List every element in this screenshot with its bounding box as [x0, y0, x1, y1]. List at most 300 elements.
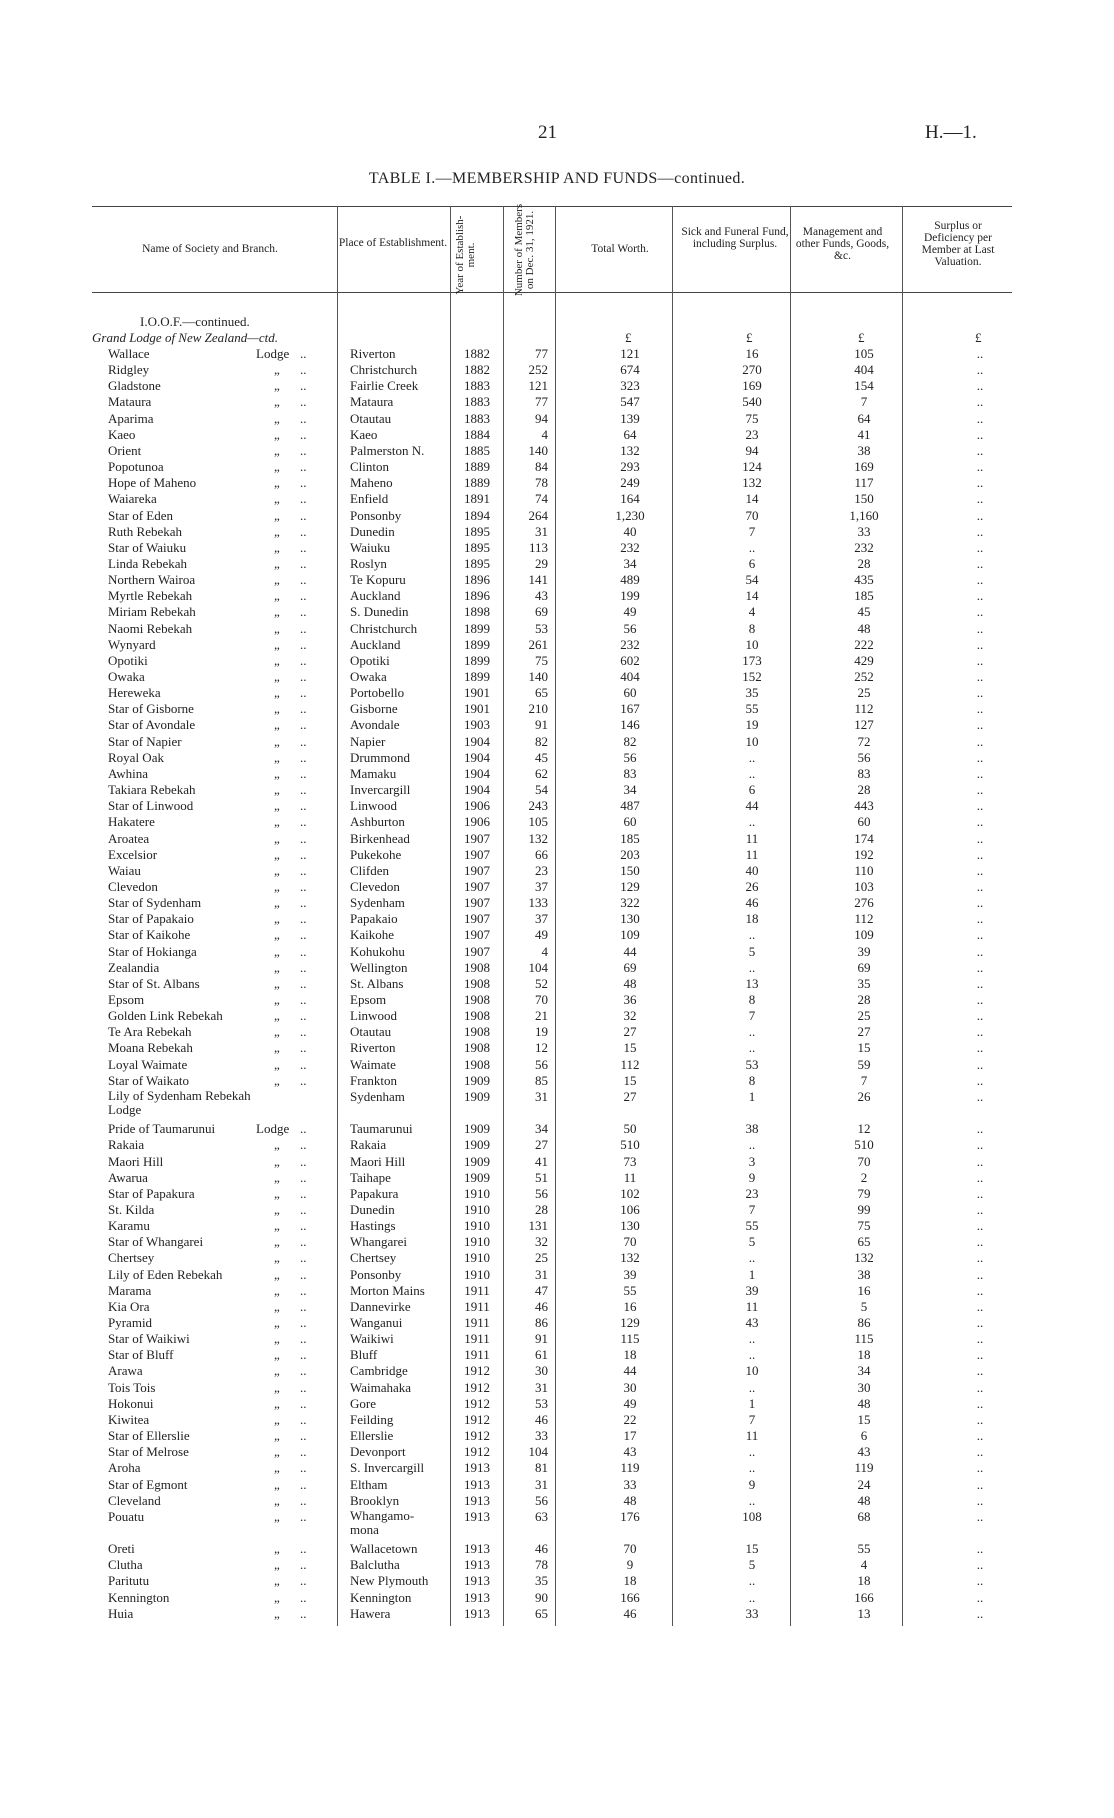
total-worth: 166 — [620, 1589, 640, 1605]
table-row — [0, 1073, 1114, 1089]
table-row — [0, 588, 1114, 604]
management-funds: 276 — [854, 895, 874, 911]
total-worth: 27 — [623, 1024, 637, 1040]
management-funds: 252 — [854, 669, 874, 684]
member-count: 53 — [535, 620, 548, 636]
ditto-mark: „ — [274, 862, 280, 878]
total-worth: 129 — [620, 1315, 640, 1330]
surplus-per-member: .. — [976, 555, 984, 571]
establishment-place: Waimate — [350, 1056, 396, 1072]
management-funds: 75 — [857, 1218, 871, 1234]
surplus-per-member: .. — [976, 1056, 984, 1072]
header-mgmt: Management and other Funds, Goods, &c. — [795, 226, 890, 262]
surplus-per-member: .. — [976, 1315, 984, 1330]
leader-dots: .. — [300, 475, 307, 491]
ditto-mark: „ — [274, 669, 280, 684]
total-worth: 164 — [620, 491, 640, 507]
header-year: Year of Establish-ment. — [454, 215, 477, 295]
leader-dots: .. — [300, 927, 307, 943]
management-funds: 2 — [860, 1169, 868, 1185]
surplus-per-member: .. — [976, 927, 984, 943]
ditto-mark: „ — [274, 701, 280, 717]
management-funds: 25 — [857, 685, 871, 701]
member-count: 104 — [528, 1444, 548, 1460]
establishment-place: Whangamo-mona — [350, 1507, 415, 1537]
table-row — [0, 491, 1114, 507]
member-count: 53 — [535, 1395, 548, 1411]
branch-name: Naomi Rebekah — [108, 620, 193, 636]
total-worth: 22 — [623, 1411, 637, 1427]
member-count: 32 — [535, 1234, 548, 1250]
table-row — [0, 814, 1114, 830]
total-worth: 49 — [623, 604, 637, 620]
year-established: 1907 — [464, 943, 490, 959]
management-funds: 174 — [854, 830, 874, 846]
establishment-place: Portobello — [350, 685, 405, 701]
management-funds: 510 — [854, 1137, 874, 1153]
table-row — [0, 1087, 1114, 1117]
sick-funeral-fund: .. — [748, 814, 756, 830]
table-row — [0, 1234, 1114, 1250]
sick-funeral-fund: .. — [748, 1347, 756, 1363]
year-established: 1912 — [464, 1379, 490, 1395]
establishment-place: Pukekohe — [350, 846, 402, 862]
table-row — [0, 1428, 1114, 1444]
surplus-per-member: .. — [976, 652, 984, 668]
branch-name: Zealandia — [108, 959, 160, 975]
table-row — [0, 927, 1114, 943]
establishment-place: Papakaio — [350, 911, 398, 927]
branch-name: Te Ara Rebekah — [108, 1024, 192, 1040]
surplus-per-member: .. — [976, 604, 984, 620]
establishment-place: Ashburton — [350, 814, 405, 830]
surplus-per-member: .. — [976, 717, 984, 733]
sick-funeral-fund: 7 — [748, 523, 756, 539]
total-worth: 44 — [623, 1363, 637, 1379]
establishment-place: Dunedin — [350, 1201, 395, 1217]
management-funds: 429 — [854, 652, 874, 668]
table-row — [0, 524, 1114, 540]
table-row — [0, 1541, 1114, 1557]
total-worth: 176 — [620, 1508, 640, 1524]
member-count: 34 — [535, 1121, 548, 1137]
sick-funeral-fund: .. — [748, 1460, 756, 1476]
table-row — [0, 685, 1114, 701]
table-row — [0, 443, 1114, 459]
table-title: TABLE I.—MEMBERSHIP AND FUNDS—continued. — [368, 170, 746, 187]
total-worth: 150 — [620, 862, 640, 878]
management-funds: 127 — [854, 717, 874, 733]
branch-name: Moana Rebekah — [108, 1040, 193, 1056]
member-count: 140 — [528, 669, 548, 684]
management-funds: 13 — [857, 1605, 871, 1621]
leader-dots: .. — [300, 1379, 307, 1395]
surplus-per-member: .. — [976, 362, 984, 378]
year-established: 1908 — [464, 1056, 490, 1072]
ditto-mark: „ — [274, 830, 280, 846]
management-funds: 33 — [857, 523, 871, 539]
management-funds: 64 — [857, 410, 871, 426]
lodge-label: Lodge — [256, 346, 290, 361]
year-established: 1895 — [464, 523, 490, 539]
surplus-per-member: .. — [976, 830, 984, 846]
ditto-mark: „ — [274, 959, 280, 975]
member-count: 82 — [535, 733, 548, 749]
surplus-per-member: .. — [976, 346, 984, 361]
surplus-per-member: .. — [976, 1024, 984, 1040]
management-funds: 72 — [857, 733, 871, 749]
table-row — [0, 831, 1114, 847]
establishment-place: Linwood — [350, 1008, 397, 1024]
table-row — [0, 1154, 1114, 1170]
table-row — [0, 621, 1114, 637]
surplus-per-member: .. — [976, 1460, 984, 1476]
surplus-per-member: .. — [976, 878, 984, 894]
header-top-rule — [92, 206, 1012, 207]
sick-funeral-fund: 40 — [745, 862, 759, 878]
year-established: 1895 — [464, 539, 490, 555]
table-row — [0, 508, 1114, 524]
leader-dots: .. — [300, 992, 307, 1007]
management-funds: 4 — [860, 1557, 868, 1573]
branch-name: Opotiki — [108, 652, 148, 668]
total-worth: 674 — [620, 362, 640, 378]
surplus-per-member: .. — [976, 426, 984, 442]
total-worth: 322 — [620, 895, 640, 911]
total-worth: 11 — [623, 1169, 637, 1185]
establishment-place: Sydenham — [350, 895, 405, 911]
year-established: 1904 — [464, 733, 490, 749]
table-row — [0, 863, 1114, 879]
total-worth: 83 — [623, 765, 637, 781]
table-row — [0, 750, 1114, 766]
establishment-place: Napier — [350, 733, 386, 749]
table-row — [0, 960, 1114, 976]
ditto-mark: „ — [274, 555, 280, 571]
management-funds: 18 — [857, 1573, 871, 1589]
branch-name: Star of Waikato — [108, 1072, 190, 1088]
establishment-place: Epsom — [350, 992, 387, 1007]
sick-funeral-fund: .. — [748, 1040, 756, 1056]
branch-name: Loyal Waimate — [108, 1056, 188, 1072]
ditto-mark: „ — [274, 362, 280, 378]
total-worth: 55 — [623, 1282, 637, 1298]
total-worth: 510 — [620, 1137, 640, 1153]
ditto-mark: „ — [274, 1137, 280, 1153]
total-worth: 129 — [620, 878, 640, 894]
year-established: 1908 — [464, 959, 490, 975]
total-worth: 199 — [620, 588, 640, 604]
leader-dots: .. — [300, 1250, 307, 1266]
total-worth: 139 — [620, 410, 640, 426]
management-funds: 1,160 — [849, 507, 879, 523]
establishment-place: Brooklyn — [350, 1492, 400, 1508]
ditto-mark: „ — [274, 911, 280, 927]
branch-name: Kaeo — [108, 426, 136, 442]
year-established: 1907 — [464, 878, 490, 894]
branch-name: Miriam Rebekah — [108, 604, 196, 620]
ditto-mark: „ — [274, 765, 280, 781]
management-funds: 48 — [857, 1395, 871, 1411]
surplus-per-member: .. — [976, 410, 984, 426]
surplus-per-member: .. — [976, 1218, 984, 1234]
branch-name: Aparima — [108, 410, 154, 426]
branch-name: Awhina — [108, 765, 148, 781]
member-count: 131 — [528, 1218, 548, 1234]
management-funds: 6 — [860, 1428, 868, 1444]
branch-name: Ruth Rebekah — [108, 523, 183, 539]
year-established: 1894 — [464, 507, 490, 523]
ditto-mark: „ — [274, 459, 280, 475]
surplus-per-member: .. — [976, 1605, 984, 1621]
member-count: 46 — [535, 1411, 548, 1427]
ditto-mark: „ — [274, 1298, 280, 1314]
member-count: 78 — [535, 1557, 548, 1573]
branch-name: Awarua — [108, 1169, 148, 1185]
ditto-mark: „ — [274, 1428, 280, 1444]
table-row — [0, 798, 1114, 814]
year-established: 1913 — [464, 1460, 490, 1476]
year-established: 1910 — [464, 1201, 490, 1217]
total-worth: 489 — [620, 572, 640, 588]
establishment-place: S. Invercargill — [350, 1460, 425, 1476]
establishment-place: Otautau — [350, 1024, 392, 1040]
year-established: 1909 — [464, 1121, 490, 1137]
surplus-per-member: .. — [976, 1137, 984, 1153]
branch-name: Rakaia — [108, 1137, 145, 1153]
total-worth: 30 — [623, 1379, 637, 1395]
branch-name: Takiara Rebekah — [108, 782, 196, 798]
ditto-mark: „ — [274, 475, 280, 491]
branch-name: Mataura — [108, 394, 152, 410]
year-established: 1901 — [464, 685, 490, 701]
establishment-place: Kaeo — [350, 426, 378, 442]
sick-funeral-fund: 70 — [745, 507, 759, 523]
leader-dots: .. — [300, 1347, 307, 1363]
total-worth: 146 — [620, 717, 640, 733]
total-worth: 130 — [620, 1218, 640, 1234]
table-row — [0, 782, 1114, 798]
member-count: 49 — [535, 927, 548, 943]
branch-name: Pyramid — [108, 1315, 153, 1330]
member-count: 31 — [535, 1476, 548, 1492]
ditto-mark: „ — [274, 442, 280, 458]
total-worth: 18 — [623, 1347, 637, 1363]
member-count: 84 — [535, 459, 548, 475]
leader-dots: .. — [300, 1331, 307, 1347]
total-worth: 404 — [620, 669, 640, 684]
total-worth: 60 — [623, 685, 637, 701]
member-count: 74 — [535, 491, 548, 507]
total-worth: 60 — [623, 814, 637, 830]
establishment-place: Hastings — [350, 1218, 396, 1234]
sick-funeral-fund: 6 — [748, 555, 756, 571]
management-funds: 16 — [857, 1282, 871, 1298]
branch-name: Star of Waikiwi — [108, 1331, 190, 1347]
establishment-place: Riverton — [350, 1040, 396, 1056]
management-funds: 5 — [860, 1298, 868, 1314]
table-row — [0, 669, 1114, 685]
management-funds: 69 — [857, 959, 871, 975]
leader-dots: .. — [300, 1298, 307, 1314]
establishment-place: St. Albans — [350, 975, 404, 991]
member-count: 66 — [535, 846, 548, 862]
year-established: 1913 — [464, 1589, 490, 1605]
total-worth: 232 — [620, 636, 640, 652]
table-row — [0, 346, 1114, 362]
table-row — [0, 1121, 1114, 1137]
table-row — [0, 1250, 1114, 1266]
branch-name: Waiareka — [108, 491, 157, 507]
member-count: 29 — [535, 555, 548, 571]
leader-dots: .. — [300, 426, 307, 442]
sick-funeral-fund: .. — [748, 1444, 756, 1460]
branch-name: Star of Melrose — [108, 1444, 189, 1460]
leader-dots: .. — [300, 636, 307, 652]
sick-funeral-fund: 44 — [745, 798, 759, 814]
sick-funeral-fund: 270 — [742, 362, 762, 378]
member-count: 43 — [535, 588, 548, 604]
table-row — [0, 734, 1114, 750]
sick-funeral-fund: 54 — [745, 572, 759, 588]
total-worth: 49 — [623, 1395, 637, 1411]
member-count: 31 — [535, 1379, 548, 1395]
total-worth: 15 — [623, 1072, 637, 1088]
leader-dots: .. — [300, 1476, 307, 1492]
establishment-place: Cambridge — [350, 1363, 408, 1379]
establishment-place: Bluff — [350, 1347, 378, 1363]
header-surplus: Surplus or Deficiency per Member at Last Valuation. — [921, 220, 995, 268]
year-established: 1908 — [464, 992, 490, 1007]
management-funds: 45 — [857, 604, 871, 620]
ditto-mark: „ — [274, 798, 280, 814]
branch-name: Clutha — [108, 1557, 143, 1573]
establishment-place: Auckland — [350, 636, 401, 652]
establishment-place: Ponsonby — [350, 1266, 402, 1282]
year-established: 1907 — [464, 927, 490, 943]
surplus-per-member: .. — [976, 701, 984, 717]
leader-dots: .. — [300, 669, 307, 684]
sick-funeral-fund: 8 — [748, 992, 756, 1007]
branch-name: Paritutu — [108, 1573, 150, 1589]
leader-dots: .. — [300, 911, 307, 927]
leader-dots: .. — [300, 1444, 307, 1460]
branch-name: Aroatea — [108, 830, 150, 846]
leader-dots: .. — [300, 975, 307, 991]
management-funds: 83 — [857, 765, 871, 781]
leader-dots: .. — [300, 1072, 307, 1088]
year-established: 1910 — [464, 1185, 490, 1201]
leader-dots: .. — [300, 895, 307, 911]
establishment-place: Devonport — [350, 1444, 406, 1460]
leader-dots: .. — [300, 1460, 307, 1476]
management-funds: 70 — [857, 1153, 871, 1169]
sick-funeral-fund: 26 — [745, 878, 759, 894]
surplus-per-member: .. — [976, 895, 984, 911]
table-row — [0, 1202, 1114, 1218]
establishment-place: Clinton — [350, 459, 390, 475]
surplus-per-member: .. — [976, 1476, 984, 1492]
branch-name: Myrtle Rebekah — [108, 588, 193, 604]
sick-funeral-fund: 18 — [745, 911, 759, 927]
establishment-place: Eltham — [350, 1476, 388, 1492]
surplus-per-member: .. — [976, 1411, 984, 1427]
total-worth: 232 — [620, 539, 640, 555]
ditto-mark: „ — [274, 927, 280, 943]
year-established: 1899 — [464, 652, 490, 668]
total-worth: 106 — [620, 1201, 640, 1217]
sick-funeral-fund: 5 — [748, 1557, 756, 1573]
establishment-place: Taihape — [350, 1169, 391, 1185]
branch-name: Lily of Sydenham Rebekah Lodge — [108, 1087, 251, 1117]
establishment-place: Christchurch — [350, 362, 418, 378]
member-count: 46 — [535, 1298, 548, 1314]
table-row — [0, 411, 1114, 427]
management-funds: 24 — [857, 1476, 871, 1492]
branch-name: Excelsior — [108, 846, 158, 862]
table-row — [0, 572, 1114, 588]
establishment-place: Maori Hill — [350, 1153, 406, 1169]
establishment-place: Riverton — [350, 346, 396, 361]
header-total: Total Worth. — [591, 243, 649, 255]
total-worth: 48 — [623, 975, 637, 991]
branch-name: Hereweka — [108, 685, 161, 701]
branch-name: Star of Sydenham — [108, 895, 202, 911]
total-worth: 109 — [620, 927, 640, 943]
branch-name: Linda Rebekah — [108, 555, 188, 571]
year-established: 1889 — [464, 475, 490, 491]
establishment-place: Wallacetown — [350, 1541, 418, 1557]
header-sick: Sick and Funeral Fund, including Surplus. — [681, 226, 789, 250]
management-funds: 26 — [857, 1088, 871, 1104]
table-row — [0, 911, 1114, 927]
management-funds: 30 — [857, 1379, 871, 1395]
table-row — [0, 1493, 1114, 1509]
sick-funeral-fund: .. — [748, 1379, 756, 1395]
total-worth: 82 — [623, 733, 637, 749]
member-count: 27 — [535, 1137, 548, 1153]
year-established: 1910 — [464, 1266, 490, 1282]
surplus-per-member: .. — [976, 1185, 984, 1201]
year-established: 1895 — [464, 555, 490, 571]
member-count: 113 — [528, 539, 548, 555]
member-count: 77 — [535, 346, 548, 361]
ditto-mark: „ — [274, 1476, 280, 1492]
management-funds: 103 — [854, 878, 874, 894]
branch-name: St. Kilda — [108, 1201, 155, 1217]
management-funds: 56 — [857, 749, 871, 765]
leader-dots: .. — [300, 1411, 307, 1427]
year-established: 1908 — [464, 1008, 490, 1024]
year-established: 1889 — [464, 459, 490, 475]
table-row — [0, 556, 1114, 572]
leader-dots: .. — [300, 1282, 307, 1298]
total-worth: 34 — [623, 555, 637, 571]
leader-dots: .. — [300, 862, 307, 878]
management-funds: 115 — [854, 1331, 874, 1347]
member-count: 69 — [535, 604, 548, 620]
member-count: 33 — [535, 1428, 548, 1444]
leader-dots: .. — [300, 1508, 307, 1524]
total-worth: 39 — [623, 1266, 637, 1282]
ditto-mark: „ — [274, 652, 280, 668]
member-count: 4 — [541, 426, 548, 442]
branch-name: Hope of Maheno — [108, 475, 197, 491]
management-funds: 443 — [854, 798, 874, 814]
table-row — [0, 604, 1114, 620]
ditto-mark: „ — [274, 426, 280, 442]
surplus-per-member: .. — [976, 1072, 984, 1088]
